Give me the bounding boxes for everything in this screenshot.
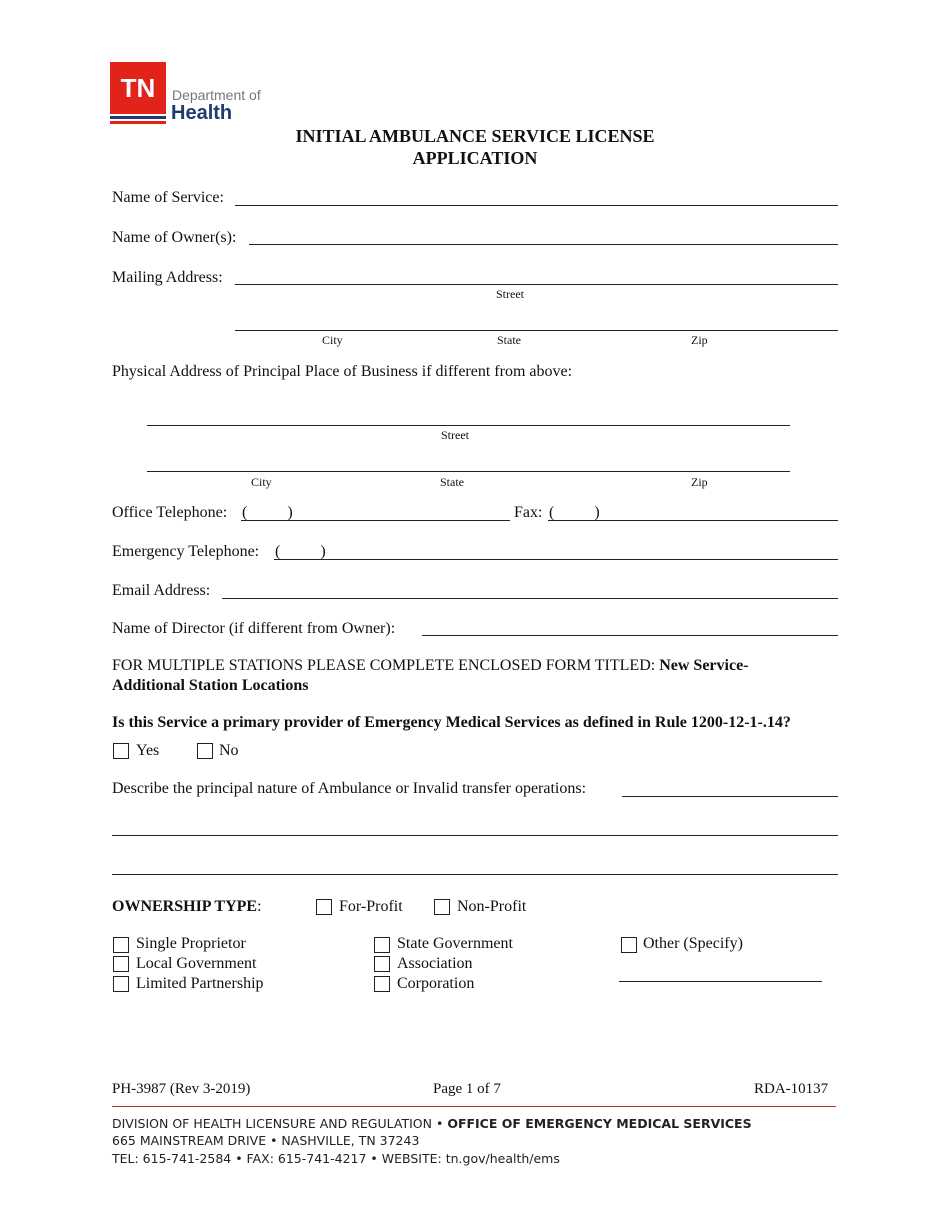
single-proprietor-label: Single Proprietor — [136, 935, 246, 952]
director-label: Name of Director (if different from Owner): — [112, 620, 396, 637]
form-id: PH-3987 (Rev 3-2019) — [112, 1081, 251, 1097]
form-title-line1: INITIAL AMBULANCE SERVICE LICENSE — [295, 126, 655, 146]
operations-description-field-1[interactable] — [622, 796, 838, 797]
footer-address: 665 MAINSTREAM DRIVE • NASHVILLE, TN 37243 — [112, 1133, 420, 1148]
rda-number: RDA-10137 — [754, 1081, 829, 1097]
form-title-line2: APPLICATION — [412, 148, 538, 168]
multiple-stations-notice — [112, 656, 838, 696]
office-phone-area-code: ( ) — [242, 504, 293, 521]
fax-area-code: ( ) — [549, 504, 600, 521]
footer-division-line — [112, 1116, 752, 1131]
physical-address-label: Physical Address of Principal Place of Business if different from above: — [112, 363, 573, 380]
email-label: Email Address: — [112, 582, 211, 599]
primary-provider-no-checkbox[interactable] — [197, 743, 213, 759]
physical-zip-caption: Zip — [691, 475, 708, 489]
non-profit-checkbox[interactable] — [434, 899, 450, 915]
state-government-checkbox[interactable] — [374, 937, 390, 953]
limited-partnership-label: Limited Partnership — [136, 975, 264, 992]
page-number: Page 1 of 7 — [433, 1081, 501, 1097]
primary-provider-no-label: No — [219, 742, 239, 759]
office-phone-label: Office Telephone: — [112, 504, 228, 521]
other-checkbox[interactable] — [621, 937, 637, 953]
operations-description-label: Describe the principal nature of Ambulance or Invalid transfer operations: — [112, 780, 587, 797]
primary-provider-yes-checkbox[interactable] — [113, 743, 129, 759]
limited-partnership-checkbox[interactable] — [113, 976, 129, 992]
physical-street-caption: Street — [441, 428, 469, 442]
footer-rule — [112, 1106, 836, 1107]
ownership-type-label — [112, 897, 262, 917]
multiple-stations-form-title-1: New Service- — [659, 657, 749, 674]
non-profit-label: Non-Profit — [457, 898, 527, 915]
mailing-zip-caption: Zip — [691, 333, 708, 347]
office-phone-field[interactable] — [241, 520, 510, 521]
physical-city-state-zip-field[interactable] — [147, 471, 790, 472]
logo-dept-line1: Department of — [172, 87, 261, 103]
service-name-field[interactable] — [235, 205, 838, 206]
single-proprietor-checkbox[interactable] — [113, 937, 129, 953]
operations-description-field-2[interactable] — [112, 835, 838, 836]
emergency-phone-area-code: ( ) — [275, 543, 326, 560]
physical-state-caption: State — [440, 475, 464, 489]
mailing-street-caption: Street — [496, 287, 524, 301]
corporation-label: Corporation — [397, 975, 475, 992]
emergency-phone-label: Emergency Telephone: — [112, 543, 260, 560]
ownership-type-colon: : — [257, 898, 262, 915]
mailing-city-caption: City — [322, 333, 343, 347]
fax-label: Fax: — [514, 504, 543, 521]
email-field[interactable] — [222, 598, 838, 599]
primary-provider-yes-label: Yes — [136, 742, 160, 759]
director-field[interactable] — [422, 635, 838, 636]
physical-city-caption: City — [251, 475, 272, 489]
tn-logo-text: TN — [120, 73, 156, 103]
multiple-stations-form-title-2: Additional Station Locations — [112, 677, 309, 694]
ownership-type-label-text: OWNERSHIP TYPE — [112, 898, 258, 915]
footer-contact: TEL: 615-741-2584 • FAX: 615-741-4217 • WEBSITE: tn.gov/health/ems — [112, 1151, 560, 1166]
multiple-stations-text: FOR MULTIPLE STATIONS PLEASE COMPLETE ENCLOSED FORM TITLED: — [112, 657, 656, 674]
physical-street-field[interactable] — [147, 425, 790, 426]
association-label: Association — [397, 955, 473, 972]
for-profit-checkbox[interactable] — [316, 899, 332, 915]
fax-field[interactable] — [548, 520, 838, 521]
logo-bar-top — [110, 116, 166, 119]
service-name-label: Name of Service: — [112, 189, 224, 206]
footer-division: DIVISION OF HEALTH LICENSURE AND REGULATION — [112, 1116, 432, 1131]
owner-name-label: Name of Owner(s): — [112, 229, 237, 246]
operations-description-field-3[interactable] — [112, 874, 838, 875]
emergency-phone-field[interactable] — [274, 559, 838, 560]
mailing-street-field[interactable] — [235, 284, 838, 285]
footer-bullet: • — [435, 1116, 444, 1131]
logo-bar-bottom — [110, 121, 166, 124]
local-government-checkbox[interactable] — [113, 956, 129, 972]
state-government-label: State Government — [397, 935, 513, 952]
owner-name-field[interactable] — [249, 244, 838, 245]
local-government-label: Local Government — [136, 955, 257, 972]
association-checkbox[interactable] — [374, 956, 390, 972]
mailing-state-caption: State — [497, 333, 521, 347]
footer-office: OFFICE OF EMERGENCY MEDICAL SERVICES — [447, 1116, 752, 1131]
mailing-address-label: Mailing Address: — [112, 269, 223, 286]
other-label: Other (Specify) — [643, 935, 743, 952]
for-profit-label: For-Profit — [339, 898, 403, 915]
tn-logo — [110, 62, 166, 114]
other-specify-field[interactable] — [619, 981, 822, 982]
logo-dept-line2: Health — [171, 102, 233, 124]
primary-provider-question: Is this Service a primary provider of Emergency Medical Services as defined in Rule 1200-12-1-.14? — [112, 714, 791, 731]
mailing-city-state-zip-field[interactable] — [235, 330, 838, 331]
corporation-checkbox[interactable] — [374, 976, 390, 992]
